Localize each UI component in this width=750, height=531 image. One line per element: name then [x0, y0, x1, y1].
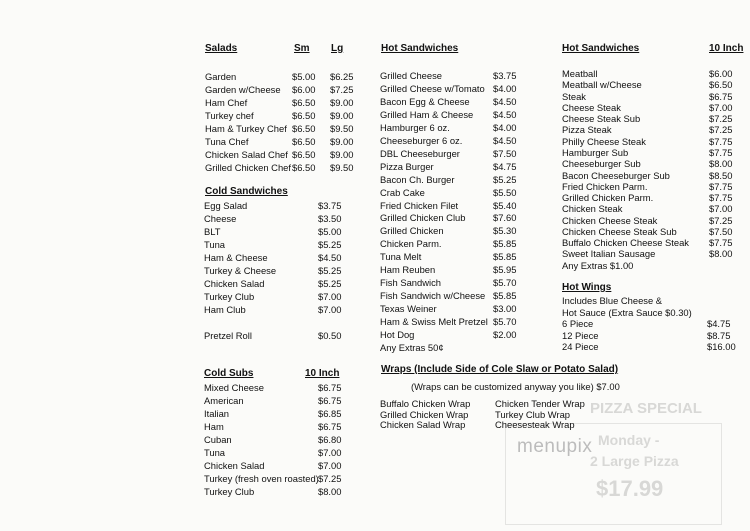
salad-item-lg-price: $9.00: [330, 109, 354, 121]
hot-sandwich-item-price: $5.25: [493, 173, 517, 185]
salad-item-lg-price: $9.00: [330, 148, 354, 160]
hot-sandwich-item-name: Any Extras 50¢: [380, 341, 444, 353]
hot-wings-item-price: $4.75: [707, 318, 731, 329]
salad-item-name: Ham Chef: [205, 96, 248, 108]
cold-sandwich-item-price: $3.75: [318, 200, 342, 211]
salad-item-sm-price: $6.50: [292, 135, 316, 147]
salad-item-name: Tuna Chef: [205, 135, 249, 147]
hot-wings-item-name: 24 Piece: [562, 341, 599, 352]
salad-item-sm-price: $6.50: [292, 122, 316, 134]
faint-special-price: $17.99: [596, 476, 664, 501]
cold-subs-header: Cold Subs: [204, 368, 254, 379]
hot-sandwich-item-name: Grilled Cheese: [380, 70, 443, 81]
hot-sandwich-item-name: DBL Cheeseburger: [380, 147, 460, 159]
salad-item-lg-price: $7.25: [330, 83, 354, 95]
hot-sub-item-name: Meatball: [562, 68, 598, 79]
cold-sub-item-price: $7.00: [318, 447, 342, 458]
hot-sandwich-item-name: Ham Reuben: [380, 264, 436, 276]
hot-sandwich-item-name: Chicken Parm.: [380, 238, 442, 250]
cold-sandwich-item-price: $5.25: [318, 278, 342, 289]
hot-sub-item-name: Steak: [562, 90, 586, 102]
hot-sub-item-name: Hamburger Sub: [562, 146, 629, 158]
hot-sub-item-price: $7.75: [709, 237, 733, 249]
cold-subs-size-label: 10 Inch: [305, 368, 340, 379]
hot-sub-item-price: $8.00: [709, 248, 733, 260]
salad-item-sm-price: $6.00: [292, 83, 316, 95]
salad-item-sm-price: $6.50: [292, 148, 316, 160]
hot-sandwich-item-name: Fish Sandwich: [380, 277, 441, 289]
hot-sandwich-item-price: $3.00: [493, 303, 517, 315]
hot-sub-item-price: $7.00: [709, 101, 733, 113]
hot-sandwich-item-name: Grilled Chicken: [380, 225, 444, 237]
cold-sandwich-item-name: Turkey Club: [204, 291, 255, 302]
hot-sandwich-item-name: Pizza Burger: [380, 160, 434, 172]
hot-sandwich-item-price: $4.50: [493, 108, 517, 120]
hot-wings-item-price: $8.75: [707, 329, 731, 341]
cold-sub-item-name: Tuna: [204, 447, 226, 458]
salad-item-name: Turkey chef: [205, 109, 254, 121]
cold-sub-item-name: American: [204, 395, 244, 406]
cold-sandwich-item-price: $5.00: [318, 226, 342, 237]
cold-sub-item-name: Mixed Cheese: [204, 382, 264, 393]
hot-sub-item-name: Chicken Cheese Steak: [562, 214, 658, 226]
hot-sub-item-price: $8.50: [709, 169, 733, 181]
hot-sandwich-item-price: $5.85: [493, 290, 517, 302]
hot-sub-item-price: $7.00: [709, 203, 733, 215]
wrap-item: Cheesesteak Wrap: [495, 419, 575, 431]
hot-sandwich-item-name: Grilled Ham & Cheese: [380, 108, 474, 120]
hot-sub-item-name: Meatball w/Cheese: [562, 79, 642, 91]
hot-sandwich-item-name: Hot Dog: [380, 329, 415, 340]
hot-sandwiches-header: Hot Sandwiches: [381, 43, 459, 54]
hot-sandwich-item-price: $4.00: [493, 121, 517, 133]
hot-sub-item-name: Cheese Steak: [562, 101, 621, 113]
hot-sandwich-item-price: $5.70: [493, 316, 517, 328]
hot-sandwich-item-price: $5.30: [493, 225, 517, 237]
hot-sub-item-price: $7.75: [709, 180, 733, 192]
hot-sandwich-item-name: Texas Weiner: [380, 303, 437, 315]
hot-sandwich-item-price: $5.85: [493, 251, 517, 263]
cold-sub-item-price: $6.75: [318, 421, 342, 432]
hot-sandwich-item-name: Bacon Ch. Burger: [380, 173, 455, 185]
salad-item-sm-price: $6.50: [292, 109, 316, 121]
salad-item-lg-price: $9.00: [330, 135, 354, 147]
cold-sandwiches-header: Cold Sandwiches: [205, 186, 288, 197]
hot-sub-item-name: Any Extras $1.00: [562, 259, 634, 271]
hot-sub-item-name: Bacon Cheeseburger Sub: [562, 169, 670, 181]
hot-sub-item-price: $6.00: [709, 68, 733, 79]
cold-sub-item-price: $7.25: [318, 473, 342, 484]
cold-sandwich-item-name: Egg Salad: [204, 200, 248, 211]
salads-header: Salads: [205, 43, 238, 54]
hot-wings-item-price: $16.00: [707, 341, 736, 352]
hot-sandwich-item-price: $5.70: [493, 277, 517, 289]
hot-sub-item-name: Buffalo Chicken Cheese Steak: [562, 237, 689, 249]
hot-sandwich-item-price: $4.75: [493, 160, 517, 172]
faint-special-day: Monday -: [598, 432, 660, 448]
salad-item-name: Garden: [205, 71, 237, 82]
cold-sub-item-price: $8.00: [318, 486, 342, 497]
hot-sub-item-price: $7.25: [709, 124, 733, 136]
faint-special-deal: 2 Large Pizza: [590, 453, 679, 469]
salad-item-name: Garden w/Cheese: [205, 83, 281, 95]
wrap-item: Grilled Chicken Wrap: [380, 408, 469, 420]
hot-sandwich-item-name: Fried Chicken Filet: [380, 199, 459, 211]
hot-sub-item-price: $7.75: [709, 146, 733, 158]
hot-sub-item-name: Grilled Chicken Parm.: [562, 192, 654, 204]
cold-sub-item-name: Ham: [204, 421, 224, 432]
hot-sandwich-item-name: Grilled Cheese w/Tomato: [380, 82, 485, 94]
hot-sub-item-price: $7.25: [709, 214, 733, 226]
cold-sandwich-item-price: $3.50: [318, 213, 342, 224]
cold-sub-item-name: Italian: [204, 408, 230, 419]
wrap-item: Chicken Salad Wrap: [380, 419, 466, 431]
hot-wings-item-name: 12 Piece: [562, 329, 599, 341]
cold-sandwich-item-name: Ham Club: [204, 304, 246, 315]
hot-wings-item-name: 6 Piece: [562, 318, 594, 329]
cold-sandwich-item-name: Pretzel Roll: [204, 330, 252, 341]
salad-item-lg-price: $9.00: [330, 96, 354, 108]
salad-item-name: Grilled Chicken Chef: [205, 161, 291, 173]
hot-subs-header: Hot Sandwiches: [562, 43, 640, 54]
hot-sandwich-item-name: Cheeseburger 6 oz.: [380, 134, 463, 146]
salads-sm-label: Sm: [294, 43, 310, 54]
hot-sub-item-name: Fried Chicken Parm.: [562, 180, 648, 192]
menupix-watermark: menupix: [517, 436, 593, 457]
salad-item-name: Ham & Turkey Chef: [205, 122, 287, 134]
cold-sub-item-name: Cuban: [204, 434, 232, 445]
hot-sandwich-item-price: $5.85: [493, 238, 517, 250]
wraps-subheader: (Wraps can be customized anyway you like) $7.00: [411, 381, 620, 392]
cold-sub-item-price: $6.75: [318, 395, 342, 406]
hot-sub-item-price: $7.25: [709, 113, 733, 125]
hot-sandwich-item-name: Grilled Chicken Club: [380, 212, 466, 224]
salad-item-sm-price: $6.50: [292, 96, 316, 108]
hot-sub-item-price: $7.50: [709, 225, 733, 237]
hot-sandwich-item-name: Hamburger 6 oz.: [380, 121, 450, 133]
salads-lg-label: Lg: [331, 43, 344, 54]
cold-sandwich-item-price: $5.25: [318, 239, 342, 250]
salad-item-lg-price: $9.50: [330, 122, 354, 134]
cold-sandwich-item-name: Ham & Cheese: [204, 252, 268, 263]
hot-sandwich-item-price: $5.50: [493, 186, 517, 198]
cold-sub-item-price: $7.00: [318, 460, 342, 471]
hot-sub-item-price: $8.00: [709, 158, 733, 170]
wrap-item: Buffalo Chicken Wrap: [380, 398, 471, 409]
hot-sub-item-name: Cheeseburger Sub: [562, 158, 641, 170]
cold-sandwich-item-name: Turkey & Cheese: [204, 265, 277, 276]
wrap-item: Turkey Club Wrap: [495, 408, 571, 420]
hot-sandwich-item-name: Bacon Egg & Cheese: [380, 95, 470, 107]
salad-item-sm-price: $5.00: [292, 71, 316, 82]
salad-item-lg-price: $9.50: [330, 161, 354, 173]
hot-sub-item-name: Chicken Cheese Steak Sub: [562, 225, 677, 237]
hot-sandwich-item-name: Tuna Melt: [380, 251, 422, 263]
hot-sandwich-item-name: Fish Sandwich w/Cheese: [380, 290, 486, 302]
hot-sandwich-item-price: $5.95: [493, 264, 517, 276]
cold-sandwich-item-price: $0.50: [318, 330, 342, 341]
hot-sub-item-price: $7.75: [709, 192, 733, 204]
hot-sub-item-price: $6.75: [709, 90, 733, 102]
cold-sandwich-item-price: $4.50: [318, 252, 342, 263]
hot-wings-note-2: Hot Sauce (Extra Sauce $0.30): [562, 307, 692, 318]
cold-sub-item-price: $6.75: [318, 382, 342, 393]
cold-sub-item-name: Chicken Salad: [204, 460, 265, 471]
cold-sub-item-price: $6.85: [318, 408, 342, 419]
hot-sandwich-item-price: $4.00: [493, 82, 517, 94]
cold-sub-item-name: Turkey Club: [204, 486, 255, 497]
hot-sandwich-item-price: $7.60: [493, 212, 517, 224]
hot-wings-header: Hot Wings: [562, 282, 612, 293]
hot-sub-item-name: Sweet Italian Sausage: [562, 248, 656, 260]
wraps-header: Wraps (Include Side of Cole Slaw or Potato Salad): [381, 364, 619, 375]
hot-sub-item-name: Cheese Steak Sub: [562, 113, 641, 125]
hot-sandwich-item-name: Ham & Swiss Melt Pretzel: [380, 316, 488, 328]
hot-sandwich-item-price: $4.50: [493, 95, 517, 107]
cold-sandwich-item-price: $7.00: [318, 304, 342, 315]
faint-special-title: PIZZA SPECIAL: [590, 400, 702, 417]
hot-wings-note-1: Includes Blue Cheese &: [562, 295, 663, 306]
cold-sandwich-item-price: $7.00: [318, 291, 342, 302]
hot-sandwich-item-price: $5.40: [493, 199, 517, 211]
hot-sandwich-item-name: Crab Cake: [380, 186, 425, 198]
cold-sub-item-name: Turkey (fresh oven roasted): [204, 473, 319, 484]
salad-item-lg-price: $6.25: [330, 71, 354, 82]
hot-sandwich-item-price: $7.50: [493, 147, 517, 159]
hot-sub-item-price: $6.50: [709, 79, 733, 91]
cold-sub-item-price: $6.80: [318, 434, 342, 445]
salad-item-sm-price: $6.50: [292, 161, 316, 173]
hot-sub-item-name: Chicken Steak: [562, 203, 623, 215]
salad-item-name: Chicken Salad Chef: [205, 148, 288, 160]
cold-sandwich-item-price: $5.25: [318, 265, 342, 276]
hot-sandwich-item-price: $4.50: [493, 134, 517, 146]
cold-sandwich-item-name: Cheese: [204, 213, 237, 224]
wrap-item: Chicken Tender Wrap: [495, 398, 585, 409]
cold-sandwich-item-name: Chicken Salad: [204, 278, 265, 289]
hot-sub-item-name: Philly Cheese Steak: [562, 135, 646, 147]
hot-sub-item-name: Pizza Steak: [562, 124, 612, 136]
hot-sandwich-item-price: $2.00: [493, 329, 517, 340]
hot-sandwich-item-price: $3.75: [493, 70, 517, 81]
hot-sub-item-price: $7.75: [709, 135, 733, 147]
hot-subs-size-label: 10 Inch: [709, 43, 744, 54]
cold-sandwich-item-name: Tuna: [204, 239, 226, 250]
cold-sandwich-item-name: BLT: [204, 226, 221, 237]
